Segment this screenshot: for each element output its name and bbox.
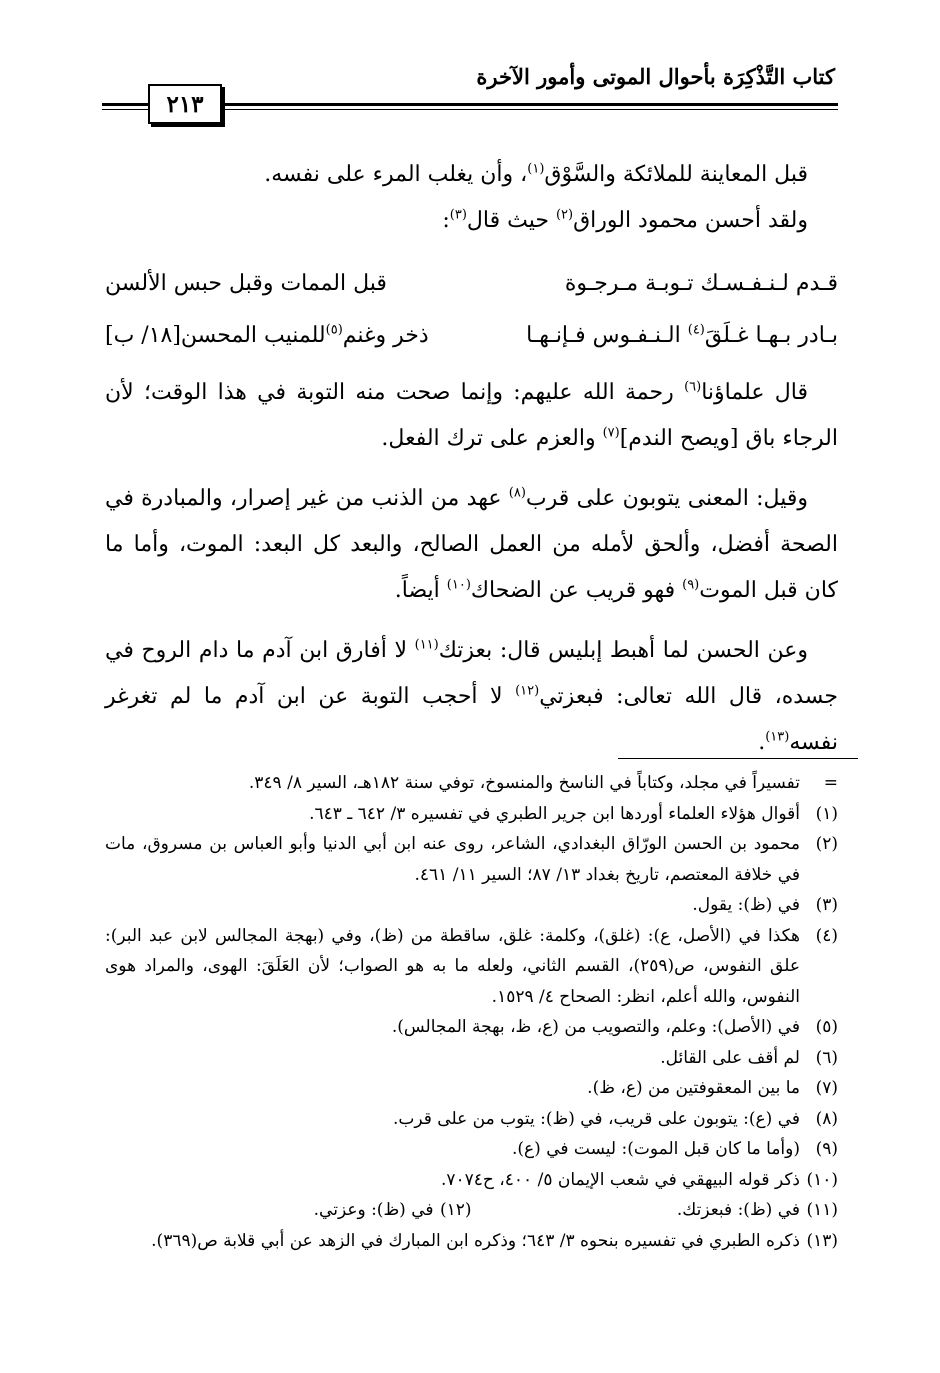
text-run: الـنـفـوس فـإنـهـا: [526, 323, 688, 348]
footnote: [105, 768, 838, 799]
footnote-text: هكذا في (الأصل، ع): (غلق)، وكلمة: غلق، ساقطة من (ظ)، وفي (بهجة المجالس لابن عبد البر): علق النفوس، ص(٢٥٩)، القسم الثاني، ولعله ما به هو الصواب؛ لأن العَلَقَ: الهوى، والمراد هوى النفوس، والله أعلم، انظر: الصحاح ٤/ ١٥٢٩.: [105, 925, 800, 1007]
footnote-number: (١): [815, 803, 838, 824]
footnote-marker: (١٠): [446, 577, 471, 593]
footnote-number: (١٣): [806, 1230, 838, 1251]
header-rule-thin: [222, 109, 838, 110]
footnote-marker: (٤): [687, 322, 705, 338]
footnote-text: محمود بن الحسن الورّاق البغدادي، الشاعر، روى عنه ابن أبي الدنيا وأبو العباس بن مسروق، مات في خلافة المعتصم، تاريخ بغداد ١٣/ ٨٧؛ السير ١١/ ٤٦١.: [105, 834, 800, 885]
text-run: .: [758, 730, 766, 755]
text-run: حيث قال: [466, 208, 556, 233]
footnote-text: (وأما ما كان قبل الموت): ليست في (ع).: [511, 1139, 800, 1159]
footnote-marker: (١): [527, 161, 545, 177]
footnote-text: في (ظ): يقول.: [692, 895, 800, 915]
text-run: ، وأن يغلب المرء على نفسه.: [264, 162, 528, 187]
paragraph: [105, 198, 838, 244]
footnote: [105, 1012, 838, 1043]
footnote: [105, 829, 838, 890]
footnote-text: لم أقف على القائل.: [660, 1047, 800, 1068]
footnote-number: (٤): [815, 925, 838, 946]
footnote: [105, 1073, 838, 1104]
footnote-marker: (١٣): [765, 729, 790, 745]
footnote-number: (٥): [815, 1017, 838, 1037]
footnote-text: ذكره الطبري في تفسيره بنحوه ٣/ ٦٤٣؛ وذكره ابن المبارك في الزهد عن أبي قلابة ص(٣٦٩).: [151, 1230, 800, 1251]
footnote-marker: (١٢): [515, 683, 540, 699]
footnote-number: =: [823, 773, 838, 793]
footnote-text: في (ع): يتوبون على قريب، في (ظ): يتوب من على قرب.: [392, 1108, 800, 1129]
footnote: [105, 1195, 472, 1226]
poem-hemistich: [486, 310, 838, 362]
footnote: [105, 1165, 838, 1196]
text-run: ذخر وغنم: [342, 323, 429, 348]
paragraph: [105, 476, 838, 614]
footnote-number: (٣): [815, 895, 838, 915]
page-number: ٢١٣: [148, 84, 222, 124]
footnote-marker: (٧): [602, 425, 620, 441]
text-run: للمنيب المحسن[١٨/ ب]: [105, 323, 326, 348]
main-text: [105, 152, 838, 766]
text-run: قبل المعاينة للملائكة والسَّوْق: [544, 162, 808, 187]
paragraph: [105, 370, 838, 462]
text-run: أيضاً.: [394, 578, 447, 603]
footnote-pair: [105, 1195, 838, 1226]
footnote-number: (١٢): [439, 1200, 472, 1220]
poem-hemistich: قبل الممات وقبل حبس الألسن: [105, 271, 387, 296]
footnote: [105, 1134, 838, 1165]
paragraph: [105, 628, 838, 766]
footnote-marker: (٣): [449, 207, 467, 223]
text-run: وعن الحسن لما أهبط إبليس قال: بعزتك: [438, 638, 808, 663]
header-rule: [102, 103, 148, 106]
text-run: ولقد أحسن محمود الوراق: [573, 208, 808, 233]
footnotes: [105, 768, 838, 1256]
poem-line: [105, 258, 838, 310]
poem: [105, 258, 838, 362]
footnote-marker: (٩): [682, 577, 700, 593]
poem-hemistich: قـدم لـنـفـسـك تـوبـة مـرجـوة: [564, 271, 838, 296]
footnote-number: (١٠): [806, 1169, 838, 1190]
footnote-marker: (٦): [684, 379, 702, 395]
footnote-number: (٨): [815, 1108, 838, 1129]
footnote-text: أقوال هؤلاء العلماء أوردها ابن جرير الطبري في تفسيره ٣/ ٦٤٢ ـ ٦٤٣.: [309, 803, 800, 824]
footnote-text: تفسيراً في مجلد، وكتاباً في الناسخ والمنسوخ، توفي سنة ١٨٢هـ، السير ٨/ ٣٤٩.: [248, 773, 800, 793]
text-run: عهد من الذنب من غير إصرار، والمبادرة في الصحة أفضل، وألحق لأمله من العمل الصالح، والبعد كل البعد: الموت، وأما ما كان قبل الموت: [105, 486, 838, 603]
footnote-number: (٢): [815, 834, 838, 854]
footnote-marker: (٨): [508, 485, 526, 501]
footnote-text: ما بين المعقوفتين من (ع، ظ).: [587, 1078, 800, 1098]
footnote-text: ذكر قوله البيهقي في شعب الإيمان ٥/ ٤٠٠، ح٧٠٧٤.: [440, 1169, 800, 1190]
footnote-text: في (ظ): وعزتي.: [313, 1200, 434, 1220]
text-run: بـادر بـهـا غـلَقَ: [704, 323, 838, 348]
text-run: والعزم على ترك الفعل.: [381, 426, 603, 451]
text-run: لا أحجب التوبة عن ابن آدم ما لم تغرغر نفسه: [105, 684, 838, 755]
poem-hemistich: [105, 310, 457, 362]
footnote: [105, 1226, 838, 1257]
text-run: قال علماؤنا: [701, 380, 808, 405]
footnote-separator: [618, 758, 858, 759]
footnote-text: في (ظ): فبعزتك.: [676, 1200, 800, 1220]
footnote: [472, 1195, 839, 1226]
footnote: [105, 1104, 838, 1135]
footnote-text: في (الأصل): وعلم، والتصويب من (ع، ظ، بهجة المجالس).: [391, 1017, 800, 1037]
footnote-number: (٩): [815, 1139, 838, 1159]
text-run: فهو قريب عن الضحاك: [470, 578, 683, 603]
footnote-number: (٦): [815, 1047, 838, 1068]
footnote-marker: (٥): [325, 322, 343, 338]
poem-line: [105, 310, 838, 362]
footnote-number: (١١): [806, 1200, 838, 1220]
running-title: كتاب التَّذْكِرَة بأحوال الموتى وأمور الآخرة: [476, 64, 835, 89]
footnote: [105, 890, 838, 921]
footnote-number: (٧): [815, 1078, 838, 1098]
header-rule: [222, 103, 838, 106]
text-run: لا أفارق ابن آدم ما دام الروح في جسده، قال الله تعالى: فبعزتي: [105, 638, 838, 709]
footnote-marker: (١١): [414, 637, 439, 653]
text-run: :: [442, 208, 450, 233]
header-rule-thin: [102, 109, 148, 110]
footnote: [105, 799, 838, 830]
text-run: وقيل: المعنى يتوبون على قرب: [525, 486, 808, 511]
footnote-marker: (٢): [555, 207, 574, 223]
paragraph: [105, 152, 838, 198]
footnote: [105, 921, 838, 1013]
text-run: رحمة الله عليهم: وإنما صحت منه التوبة في هذا الوقت؛ لأن الرجاء باق [ويصح الندم]: [105, 380, 838, 451]
footnote: [105, 1043, 838, 1074]
